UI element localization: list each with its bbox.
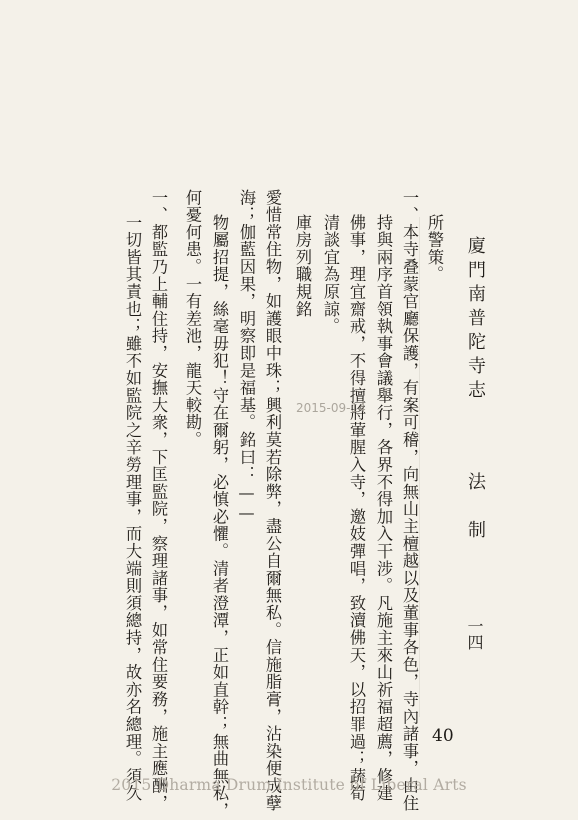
- folio-number: 一四: [465, 618, 484, 650]
- section-title: 法制: [465, 472, 486, 568]
- text-line-12: 一切皆其責也；雖不如監院之辛勞理事，而大端則須總持，故亦名總理。須久: [123, 214, 142, 803]
- text-line-5: 清談宜為原諒。: [321, 214, 340, 336]
- text-line-2: 一、本寺叠蒙官廳保護，有案可稽，向無山主檀越以及董事各色，寺內諸事，由住: [400, 189, 419, 812]
- text-line-9: 物屬招提，絲毫毋犯！守在爾躬，必慎必懼。清者澄潭，正如直幹；無曲無私，: [210, 214, 229, 820]
- date-stamp: 2015-09-14: [296, 401, 366, 415]
- footer-watermark: 2015 Dharma Drum Institute of Liberal Arts: [111, 776, 467, 794]
- text-line-1: 所警策。: [425, 214, 444, 284]
- text-line-11: 一、都監乃上輔住持，安撫大衆，下匡監院，察理諸事，如常住要務，施主應酬，: [149, 189, 168, 812]
- text-line-10: 何憂何患。一有差池，龍天較勘。: [183, 189, 202, 449]
- book-title: 廈門南普陀寺志: [465, 236, 486, 404]
- text-line-8: 海；伽藍因果，明察即是福基。銘曰：——: [237, 189, 256, 524]
- page-number: 40: [432, 726, 454, 746]
- column-rule: [419, 217, 420, 717]
- text-line-6: 庫房列職規銘: [293, 214, 312, 318]
- text-line-3: 持與兩序首領執事會議舉行，各界不得加入干涉。凡施主來山祈福超薦，修建: [374, 214, 393, 803]
- text-line-4: 佛事，理宜齋戒，不得擅將葷腥入寺，邀妓彈唱，致瀆佛天，以招罪過；蔬筍: [347, 214, 366, 803]
- text-line-7: 愛惜常住物，如護眼中珠；興利莫若除弊，盡公自爾無私。信施脂膏，沾染便成孽: [263, 189, 282, 812]
